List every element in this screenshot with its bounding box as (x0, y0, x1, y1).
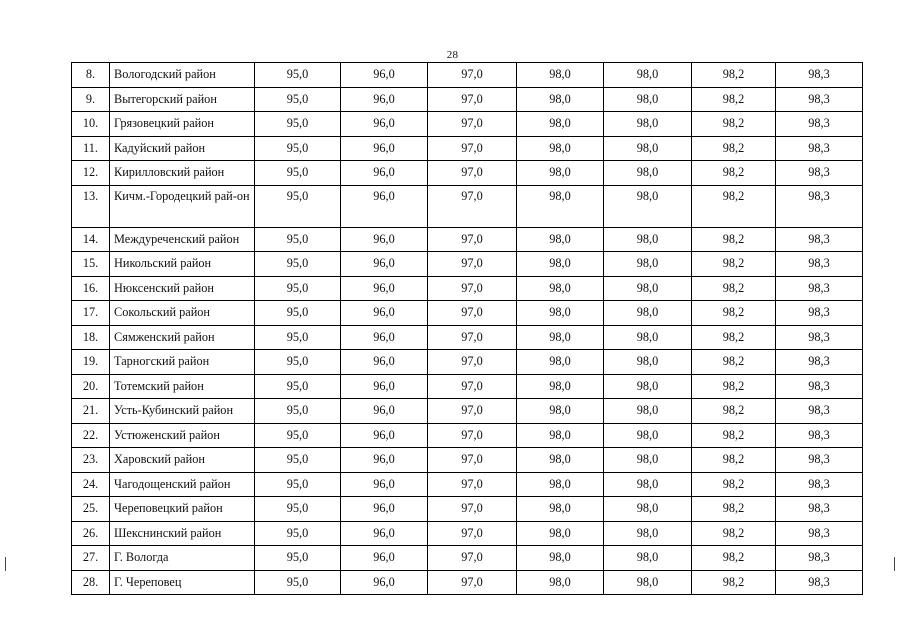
value-cell: 98,3 (776, 161, 863, 186)
district-name: Нюксенский район (110, 276, 255, 301)
value-cell: 97,0 (428, 301, 517, 326)
value-cell: 97,0 (428, 276, 517, 301)
district-name: Вологодский район (110, 63, 255, 88)
value-cell: 96,0 (341, 521, 428, 546)
value-cell: 97,0 (428, 63, 517, 88)
value-cell: 96,0 (341, 185, 428, 227)
row-number: 10. (72, 112, 110, 137)
value-cell: 98,3 (776, 546, 863, 571)
value-cell: 98,0 (604, 136, 692, 161)
district-name: Сокольский район (110, 301, 255, 326)
value-cell: 95,0 (255, 227, 341, 252)
district-name: Г. Вологда (110, 546, 255, 571)
value-cell: 96,0 (341, 448, 428, 473)
value-cell: 96,0 (341, 87, 428, 112)
value-cell: 98,0 (604, 570, 692, 595)
value-cell: 98,0 (517, 252, 604, 277)
table-row (72, 325, 863, 350)
district-name: Устюженский район (110, 423, 255, 448)
value-cell: 96,0 (341, 399, 428, 424)
value-cell: 97,0 (428, 497, 517, 522)
row-number: 9. (72, 87, 110, 112)
value-cell: 98,3 (776, 497, 863, 522)
table-row (72, 497, 863, 522)
row-number: 11. (72, 136, 110, 161)
value-cell: 98,2 (692, 423, 776, 448)
district-name: Междуреченский район (110, 227, 255, 252)
value-cell: 98,2 (692, 185, 776, 227)
value-cell: 95,0 (255, 136, 341, 161)
value-cell: 98,0 (604, 301, 692, 326)
value-cell: 98,3 (776, 227, 863, 252)
value-cell: 95,0 (255, 423, 341, 448)
value-cell: 97,0 (428, 546, 517, 571)
value-cell: 98,0 (604, 472, 692, 497)
value-cell: 98,2 (692, 570, 776, 595)
table-row (72, 521, 863, 546)
value-cell: 98,3 (776, 136, 863, 161)
value-cell: 98,0 (517, 472, 604, 497)
value-cell: 96,0 (341, 252, 428, 277)
value-cell: 95,0 (255, 497, 341, 522)
value-cell: 98,0 (517, 350, 604, 375)
table-row (72, 570, 863, 595)
value-cell: 97,0 (428, 399, 517, 424)
value-cell: 95,0 (255, 276, 341, 301)
value-cell: 98,2 (692, 63, 776, 88)
table-row (72, 161, 863, 186)
district-name: Никольский район (110, 252, 255, 277)
value-cell: 95,0 (255, 374, 341, 399)
district-name: Чагодощенский район (110, 472, 255, 497)
value-cell: 95,0 (255, 448, 341, 473)
value-cell: 97,0 (428, 161, 517, 186)
table-body (72, 63, 863, 595)
value-cell: 95,0 (255, 399, 341, 424)
value-cell: 98,0 (517, 161, 604, 186)
value-cell: 97,0 (428, 570, 517, 595)
value-cell: 98,0 (517, 227, 604, 252)
value-cell: 97,0 (428, 136, 517, 161)
value-cell: 98,0 (604, 276, 692, 301)
table-row (72, 374, 863, 399)
value-cell: 98,0 (604, 87, 692, 112)
value-cell: 96,0 (341, 227, 428, 252)
district-name: Кирилловский район (110, 161, 255, 186)
value-cell: 98,3 (776, 374, 863, 399)
value-cell: 95,0 (255, 63, 341, 88)
value-cell: 97,0 (428, 472, 517, 497)
row-number: 20. (72, 374, 110, 399)
value-cell: 97,0 (428, 87, 517, 112)
value-cell: 95,0 (255, 87, 341, 112)
value-cell: 97,0 (428, 374, 517, 399)
table-row (72, 301, 863, 326)
value-cell: 98,0 (604, 63, 692, 88)
table-row (72, 546, 863, 571)
value-cell: 98,2 (692, 161, 776, 186)
value-cell: 98,0 (517, 301, 604, 326)
value-cell: 98,0 (604, 161, 692, 186)
row-number: 23. (72, 448, 110, 473)
value-cell: 98,0 (604, 399, 692, 424)
table-row (72, 350, 863, 375)
row-number: 25. (72, 497, 110, 522)
value-cell: 97,0 (428, 448, 517, 473)
value-cell: 98,2 (692, 350, 776, 375)
value-cell: 96,0 (341, 325, 428, 350)
table-row (72, 252, 863, 277)
value-cell: 98,3 (776, 350, 863, 375)
value-cell: 98,0 (604, 374, 692, 399)
value-cell: 95,0 (255, 161, 341, 186)
row-number: 27. (72, 546, 110, 571)
data-table (71, 62, 863, 595)
value-cell: 97,0 (428, 325, 517, 350)
value-cell: 98,3 (776, 570, 863, 595)
value-cell: 97,0 (428, 252, 517, 277)
value-cell: 98,3 (776, 87, 863, 112)
value-cell: 98,0 (517, 546, 604, 571)
value-cell: 98,2 (692, 448, 776, 473)
value-cell: 96,0 (341, 63, 428, 88)
value-cell: 97,0 (428, 112, 517, 137)
value-cell: 98,0 (517, 448, 604, 473)
value-cell: 98,0 (604, 227, 692, 252)
value-cell: 98,0 (517, 136, 604, 161)
district-name: Тарногский район (110, 350, 255, 375)
value-cell: 98,0 (604, 185, 692, 227)
page-number: 28 (446, 49, 459, 61)
value-cell: 96,0 (341, 161, 428, 186)
value-cell: 98,2 (692, 374, 776, 399)
value-cell: 98,0 (517, 570, 604, 595)
value-cell: 98,2 (692, 227, 776, 252)
scan-edge-mark-left (5, 557, 6, 571)
value-cell: 96,0 (341, 276, 428, 301)
value-cell: 98,2 (692, 472, 776, 497)
value-cell: 96,0 (341, 497, 428, 522)
value-cell: 97,0 (428, 185, 517, 227)
district-name: Грязовецкий район (110, 112, 255, 137)
district-name: Сямженский район (110, 325, 255, 350)
value-cell: 98,2 (692, 252, 776, 277)
row-number: 21. (72, 399, 110, 424)
row-number: 12. (72, 161, 110, 186)
value-cell: 96,0 (341, 423, 428, 448)
district-name: Кадуйский район (110, 136, 255, 161)
value-cell: 98,0 (517, 374, 604, 399)
value-cell: 98,3 (776, 423, 863, 448)
value-cell: 95,0 (255, 570, 341, 595)
district-name: Кичм.-Городецкий рай-он (110, 185, 255, 227)
value-cell: 95,0 (255, 521, 341, 546)
district-name: Вытегорский район (110, 87, 255, 112)
value-cell: 95,0 (255, 472, 341, 497)
value-cell: 98,3 (776, 472, 863, 497)
value-cell: 96,0 (341, 570, 428, 595)
value-cell: 95,0 (255, 112, 341, 137)
value-cell: 98,0 (517, 521, 604, 546)
value-cell: 98,0 (604, 112, 692, 137)
value-cell: 98,3 (776, 112, 863, 137)
value-cell: 97,0 (428, 521, 517, 546)
value-cell: 98,0 (517, 325, 604, 350)
row-number: 14. (72, 227, 110, 252)
district-name: Тотемский район (110, 374, 255, 399)
row-number: 26. (72, 521, 110, 546)
value-cell: 98,3 (776, 63, 863, 88)
value-cell: 98,3 (776, 252, 863, 277)
table-row (72, 112, 863, 137)
value-cell: 97,0 (428, 350, 517, 375)
value-cell: 98,3 (776, 185, 863, 227)
value-cell: 98,2 (692, 497, 776, 522)
table-row (72, 63, 863, 88)
row-number: 13. (72, 185, 110, 227)
value-cell: 98,2 (692, 399, 776, 424)
value-cell: 95,0 (255, 185, 341, 227)
row-number: 19. (72, 350, 110, 375)
value-cell: 98,0 (604, 423, 692, 448)
table-row (72, 399, 863, 424)
row-number: 15. (72, 252, 110, 277)
scan-edge-mark-right (894, 557, 895, 571)
row-number: 22. (72, 423, 110, 448)
row-number: 28. (72, 570, 110, 595)
row-number: 17. (72, 301, 110, 326)
value-cell: 98,2 (692, 276, 776, 301)
value-cell: 97,0 (428, 423, 517, 448)
table-row (72, 423, 863, 448)
value-cell: 96,0 (341, 301, 428, 326)
value-cell: 98,2 (692, 87, 776, 112)
value-cell: 98,0 (517, 112, 604, 137)
value-cell: 98,2 (692, 136, 776, 161)
district-name: Харовский район (110, 448, 255, 473)
value-cell: 98,0 (604, 546, 692, 571)
value-cell: 97,0 (428, 227, 517, 252)
value-cell: 96,0 (341, 136, 428, 161)
value-cell: 98,3 (776, 399, 863, 424)
value-cell: 96,0 (341, 472, 428, 497)
table-row (72, 276, 863, 301)
value-cell: 96,0 (341, 350, 428, 375)
district-name: Череповецкий район (110, 497, 255, 522)
table-row (72, 136, 863, 161)
district-name: Шекснинский район (110, 521, 255, 546)
value-cell: 96,0 (341, 546, 428, 571)
value-cell: 98,3 (776, 301, 863, 326)
value-cell: 98,3 (776, 448, 863, 473)
value-cell: 98,0 (604, 325, 692, 350)
value-cell: 98,0 (517, 423, 604, 448)
district-name: Г. Череповец (110, 570, 255, 595)
value-cell: 98,2 (692, 325, 776, 350)
value-cell: 98,0 (517, 87, 604, 112)
value-cell: 98,3 (776, 325, 863, 350)
value-cell: 95,0 (255, 301, 341, 326)
district-name: Усть-Кубинский район (110, 399, 255, 424)
row-number: 8. (72, 63, 110, 88)
row-number: 18. (72, 325, 110, 350)
value-cell: 98,0 (517, 399, 604, 424)
value-cell: 98,0 (517, 276, 604, 301)
value-cell: 95,0 (255, 252, 341, 277)
value-cell: 96,0 (341, 374, 428, 399)
value-cell: 98,2 (692, 301, 776, 326)
table-row (72, 448, 863, 473)
value-cell: 98,0 (517, 185, 604, 227)
table-row (72, 472, 863, 497)
value-cell: 98,2 (692, 546, 776, 571)
row-number: 24. (72, 472, 110, 497)
value-cell: 98,0 (604, 252, 692, 277)
value-cell: 98,3 (776, 276, 863, 301)
value-cell: 98,0 (604, 448, 692, 473)
value-cell: 95,0 (255, 546, 341, 571)
table-row (72, 227, 863, 252)
value-cell: 98,0 (604, 350, 692, 375)
value-cell: 95,0 (255, 350, 341, 375)
value-cell: 98,0 (517, 63, 604, 88)
row-number: 16. (72, 276, 110, 301)
table-row (72, 87, 863, 112)
value-cell: 96,0 (341, 112, 428, 137)
value-cell: 98,0 (604, 497, 692, 522)
table-row (72, 185, 863, 227)
value-cell: 98,3 (776, 521, 863, 546)
value-cell: 98,2 (692, 521, 776, 546)
value-cell: 98,0 (604, 521, 692, 546)
value-cell: 98,2 (692, 112, 776, 137)
value-cell: 98,0 (517, 497, 604, 522)
value-cell: 95,0 (255, 325, 341, 350)
